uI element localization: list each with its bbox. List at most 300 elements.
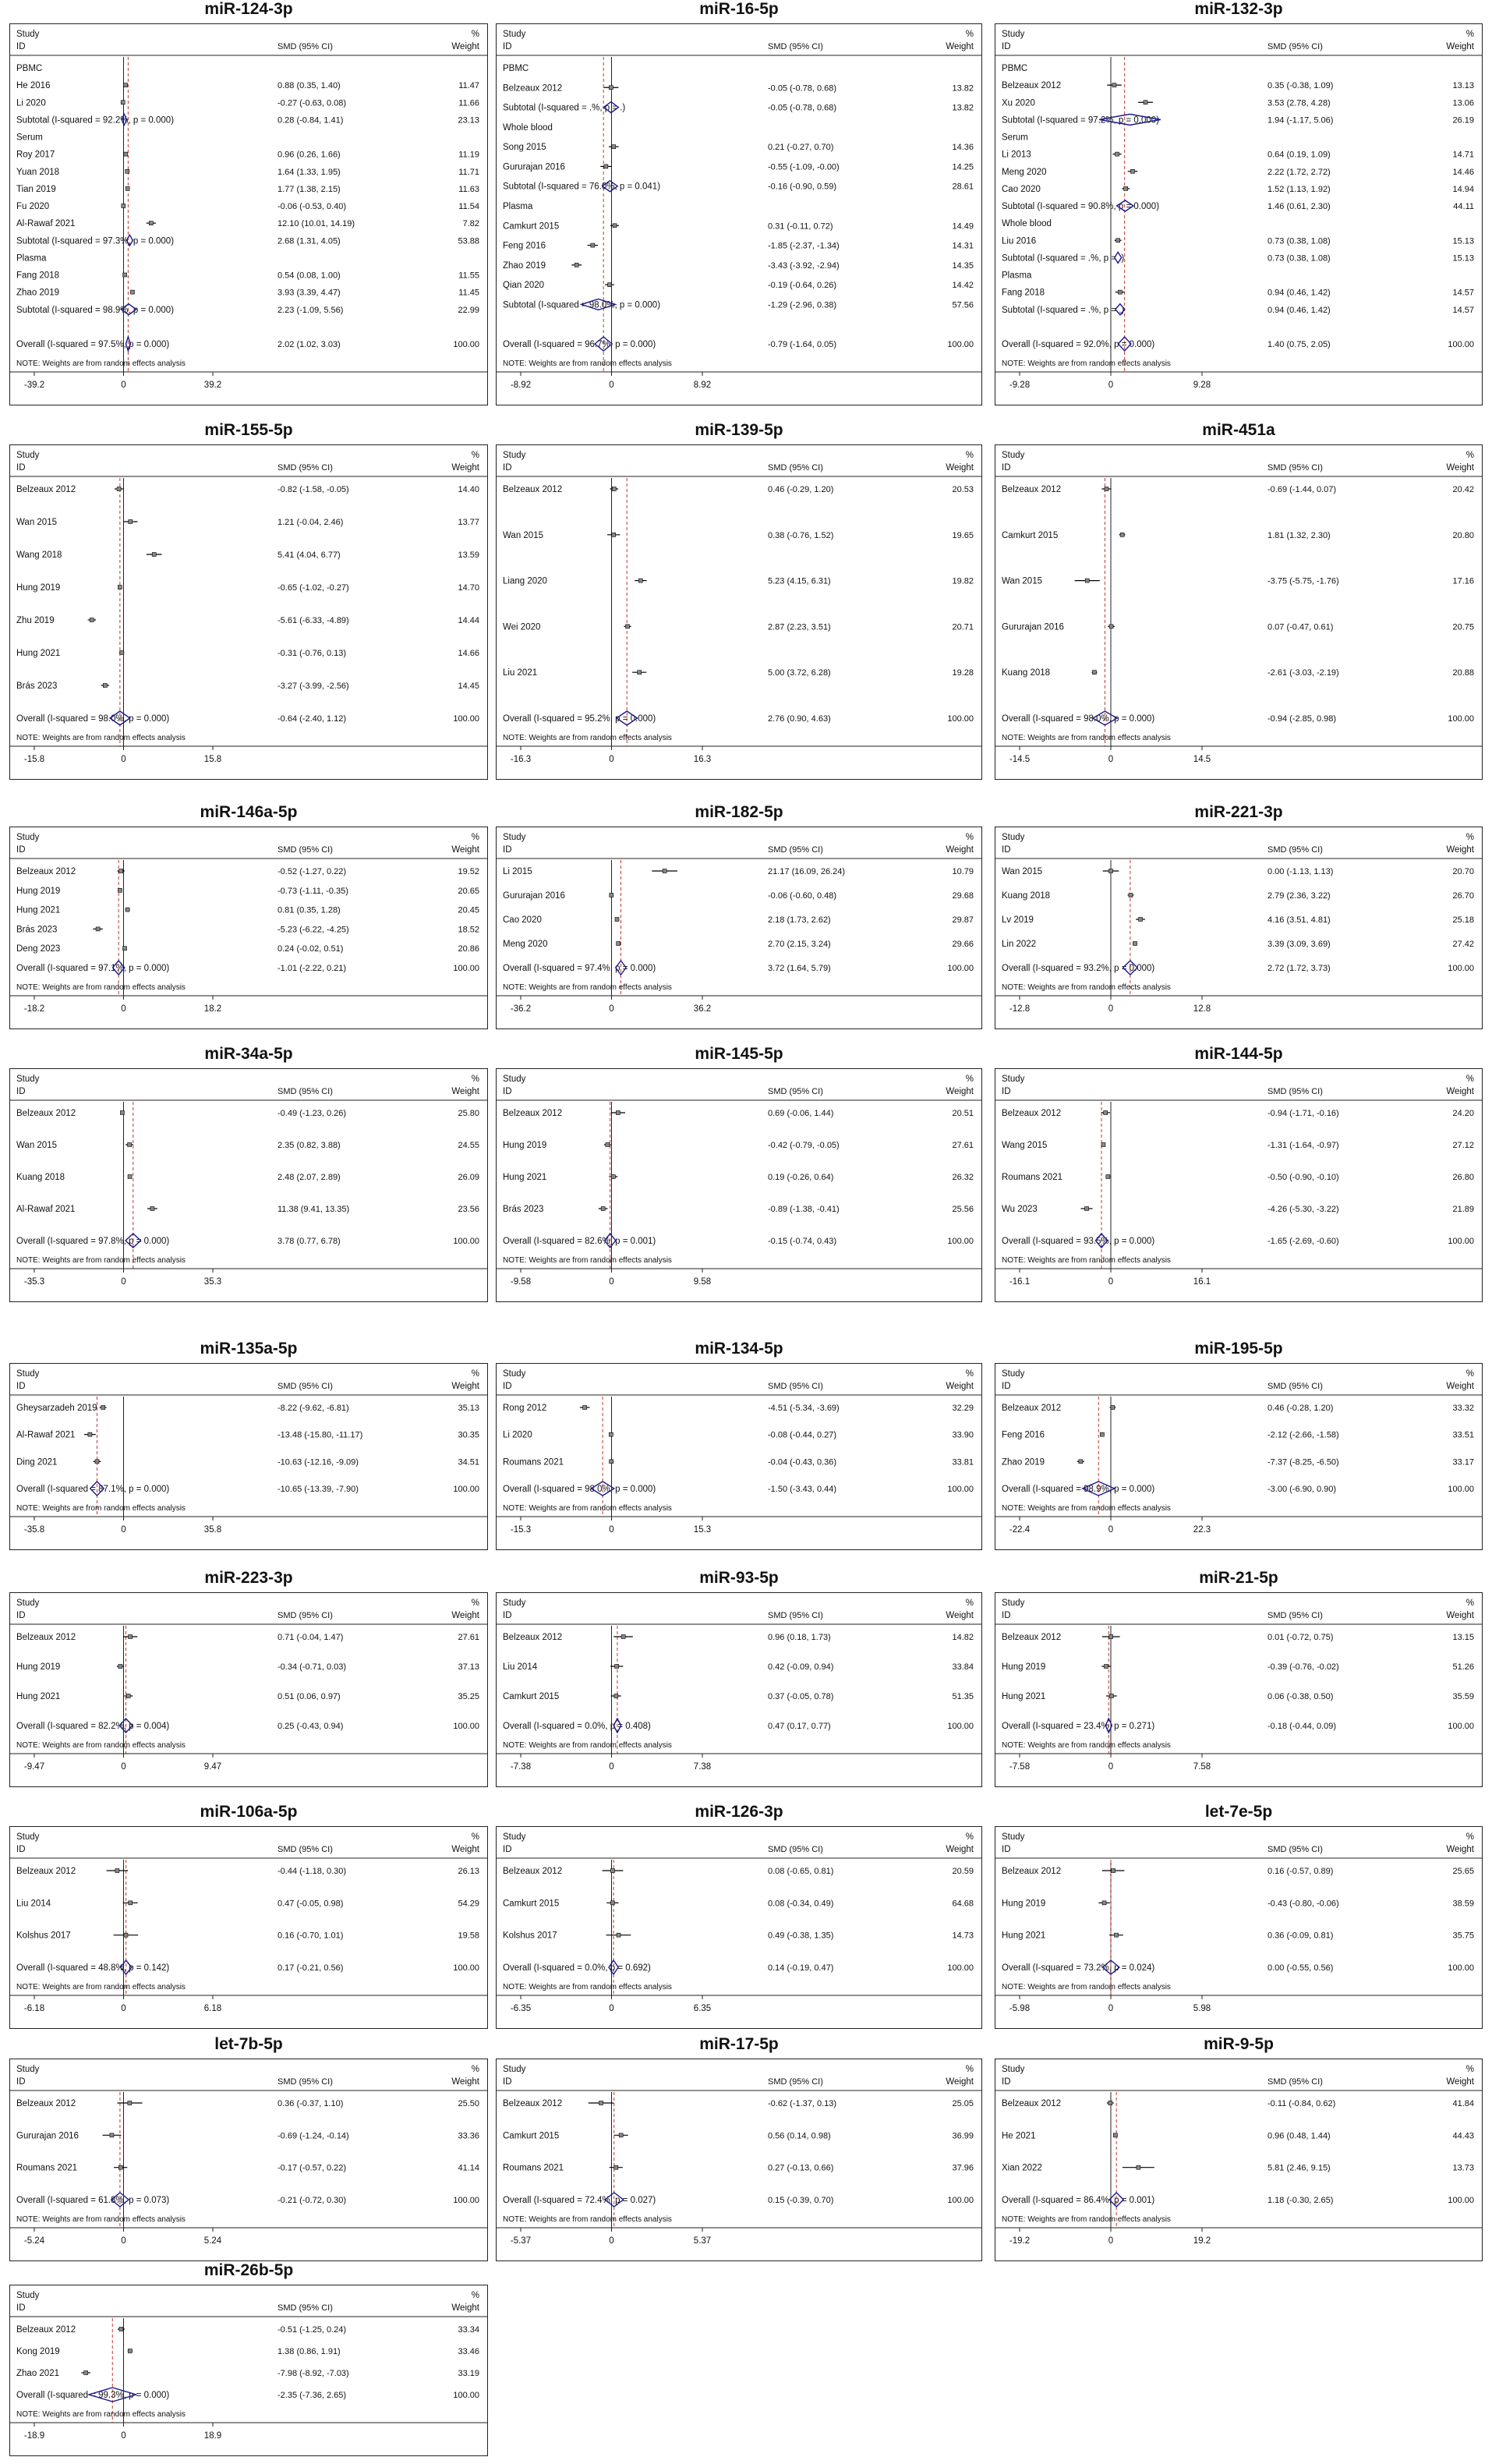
weight-value: 27.12 bbox=[1452, 1141, 1474, 1150]
study-label: Brás 2023 bbox=[503, 1205, 544, 1214]
weights-note: NOTE: Weights are from random effects analysis bbox=[16, 1741, 186, 1750]
study-label: Hung 2021 bbox=[503, 1173, 547, 1182]
weight-value: 53.88 bbox=[458, 236, 479, 246]
overall-label: Overall (I-squared = 98.0%, p = 0.000) bbox=[16, 714, 170, 724]
weight-value: 100.00 bbox=[453, 1963, 479, 1973]
study-label: Belzeaux 2012 bbox=[503, 485, 563, 494]
smd-ci-value: 5.81 (2.46, 9.15) bbox=[1267, 2163, 1331, 2173]
point-estimate bbox=[130, 290, 134, 294]
study-label: Hung 2021 bbox=[16, 905, 61, 915]
panel-title: let-7b-5p bbox=[214, 2035, 283, 2053]
plot-frame bbox=[9, 1068, 488, 1302]
weight-value: 11.47 bbox=[458, 81, 479, 91]
smd-ci-value: 0.36 (-0.37, 1.10) bbox=[278, 2099, 344, 2108]
weight-value: 29.87 bbox=[952, 915, 974, 925]
point-estimate bbox=[1111, 1406, 1115, 1410]
study-label: Brás 2023 bbox=[16, 925, 58, 935]
forest-plot-svg bbox=[10, 827, 487, 1028]
point-estimate bbox=[1109, 869, 1113, 873]
x-tick-label: -36.2 bbox=[510, 1004, 532, 1014]
panel-title: miR-16-5p bbox=[699, 0, 779, 18]
study-label: Ding 2021 bbox=[16, 1457, 58, 1467]
weight-value: 21.89 bbox=[1452, 1205, 1474, 1214]
overall-label: Overall (I-squared = 93.2%, p = 0.000) bbox=[1002, 964, 1155, 973]
weight-value: 33.32 bbox=[1452, 1404, 1474, 1413]
weight-value: 18.52 bbox=[458, 925, 479, 935]
study-label: Roumans 2021 bbox=[16, 2163, 77, 2173]
smd-ci-value: 0.71 (-0.04, 1.47) bbox=[278, 1633, 344, 1642]
x-tick-label: 0 bbox=[121, 2431, 126, 2441]
weight-value: 19.65 bbox=[952, 530, 974, 540]
subtotal-label: Subtotal (I-squared = 92.2%, p = 0.000) bbox=[16, 115, 175, 126]
weight-value: 11.66 bbox=[458, 98, 479, 108]
header-pct: % bbox=[1465, 1598, 1474, 1608]
weight-value: 23.13 bbox=[458, 115, 479, 126]
forest-plot-svg bbox=[497, 2059, 981, 2260]
header-id: ID bbox=[1002, 845, 1011, 855]
weight-value: 26.32 bbox=[952, 1173, 974, 1182]
overall-label: Overall (I-squared = 86.4%, p = 0.001) bbox=[1002, 2196, 1155, 2205]
forest-plot-svg bbox=[497, 1069, 981, 1301]
overall-label: Overall (I-squared = 92.0%, p = 0.000) bbox=[1002, 340, 1155, 349]
x-tick-label: 0 bbox=[609, 2236, 614, 2246]
study-label: Kolshus 2017 bbox=[16, 1931, 71, 1941]
weight-value: 35.13 bbox=[458, 1404, 479, 1413]
x-tick-label: -8.92 bbox=[510, 381, 532, 390]
smd-ci-value: 2.48 (2.07, 2.89) bbox=[278, 1173, 341, 1182]
weight-value: 26.70 bbox=[1452, 891, 1474, 901]
smd-ci-value: 1.94 (-1.17, 5.06) bbox=[1267, 115, 1334, 126]
weights-note: NOTE: Weights are from random effects analysis bbox=[1002, 1504, 1171, 1513]
overall-label: Overall (I-squared = 98.0%, p = 0.000) bbox=[503, 1485, 656, 1494]
header-study: Study bbox=[16, 2291, 40, 2300]
study-label: Fang 2018 bbox=[1002, 288, 1045, 298]
study-label: Belzeaux 2012 bbox=[1002, 2099, 1062, 2108]
x-tick-label: -5.37 bbox=[510, 2236, 532, 2246]
smd-ci-value: 2.22 (1.72, 2.72) bbox=[1267, 167, 1331, 177]
weight-value: 32.29 bbox=[952, 1404, 974, 1413]
smd-ci-value: 0.00 (-1.13, 1.13) bbox=[1267, 867, 1334, 876]
smd-ci-value: 0.38 (-0.76, 1.52) bbox=[768, 530, 834, 540]
point-estimate bbox=[110, 2133, 114, 2137]
plot-frame bbox=[995, 2059, 1483, 2261]
point-estimate bbox=[118, 888, 122, 892]
study-label: Al-Rawaf 2021 bbox=[16, 219, 76, 229]
header-smd: SMD (95% CI) bbox=[1267, 1611, 1323, 1620]
weights-note: NOTE: Weights are from random effects analysis bbox=[16, 1504, 186, 1513]
panel-title: let-7e-5p bbox=[1204, 1803, 1273, 1821]
point-estimate bbox=[1100, 1432, 1104, 1436]
study-label: Kuang 2018 bbox=[1002, 891, 1051, 901]
study-label: Roy 2017 bbox=[16, 150, 55, 160]
plot-frame bbox=[995, 444, 1483, 780]
study-label: Zhu 2019 bbox=[16, 616, 55, 625]
panel-title: miR-135a-5p bbox=[200, 1340, 298, 1358]
study-label: Belzeaux 2012 bbox=[1002, 81, 1062, 91]
weight-value: 51.26 bbox=[1452, 1662, 1474, 1672]
header-weight: Weight bbox=[1446, 463, 1474, 473]
study-label: Wang 2018 bbox=[16, 551, 62, 560]
subtotal-label: Subtotal (I-squared = .%, p = .) bbox=[1002, 305, 1125, 315]
header-study: Study bbox=[1002, 1369, 1025, 1379]
weight-value: 19.58 bbox=[458, 1931, 479, 1941]
plot-frame bbox=[9, 1826, 488, 2029]
study-label: Wang 2015 bbox=[1002, 1141, 1048, 1150]
point-estimate bbox=[118, 586, 122, 589]
point-estimate bbox=[1115, 152, 1119, 156]
forest-panel bbox=[995, 803, 1483, 1029]
x-tick-label: -12.8 bbox=[1009, 1004, 1031, 1014]
x-tick-label: 5.24 bbox=[203, 2236, 222, 2246]
header-id: ID bbox=[16, 2303, 26, 2313]
header-smd: SMD (95% CI) bbox=[278, 1611, 333, 1620]
weight-value: 33.34 bbox=[458, 2325, 479, 2335]
header-pct: % bbox=[1465, 833, 1474, 842]
header-smd: SMD (95% CI) bbox=[278, 2303, 333, 2313]
point-estimate bbox=[610, 1869, 614, 1873]
study-label: Belzeaux 2012 bbox=[503, 83, 563, 94]
weight-value: 100.00 bbox=[1448, 1485, 1474, 1494]
overall-label: Overall (I-squared = 73.2%, p = 0.024) bbox=[1002, 1963, 1155, 1973]
point-estimate bbox=[1124, 186, 1128, 190]
point-estimate bbox=[616, 1111, 620, 1115]
header-smd: SMD (95% CI) bbox=[1267, 845, 1323, 855]
header-id: ID bbox=[1002, 1845, 1011, 1854]
point-estimate bbox=[103, 684, 107, 688]
x-tick-label: 15.3 bbox=[693, 1525, 712, 1535]
point-estimate bbox=[101, 1406, 105, 1410]
smd-ci-value: -0.51 (-1.25, 0.24) bbox=[278, 2325, 347, 2335]
weight-value: 33.46 bbox=[458, 2347, 479, 2356]
point-estimate bbox=[115, 1869, 119, 1873]
header-study: Study bbox=[1002, 1074, 1025, 1084]
forest-panel bbox=[9, 803, 488, 1029]
x-tick-label: -9.47 bbox=[23, 1762, 45, 1772]
weight-value: 24.55 bbox=[458, 1141, 479, 1150]
header-study: Study bbox=[16, 1074, 40, 1084]
study-label: Xian 2022 bbox=[1002, 2163, 1042, 2173]
weight-value: 100.00 bbox=[453, 2391, 479, 2400]
point-estimate bbox=[126, 1694, 130, 1698]
forest-plot-svg bbox=[10, 2285, 487, 2455]
smd-ci-value: -0.05 (-0.78, 0.68) bbox=[768, 103, 837, 113]
plot-frame bbox=[496, 1363, 982, 1550]
header-weight: Weight bbox=[946, 2077, 974, 2087]
weights-note: NOTE: Weights are from random effects analysis bbox=[1002, 1256, 1171, 1265]
header-id: ID bbox=[503, 1382, 512, 1391]
subtotal-label: Subtotal (I-squared = 97.3%, p = 0.000) bbox=[16, 236, 175, 246]
point-estimate bbox=[118, 1665, 122, 1669]
header-pct: % bbox=[1465, 30, 1474, 39]
plot-frame bbox=[995, 1363, 1483, 1550]
point-estimate bbox=[128, 1143, 132, 1147]
weight-value: 7.82 bbox=[462, 219, 479, 229]
point-estimate bbox=[123, 273, 127, 277]
weight-value: 20.51 bbox=[952, 1109, 974, 1118]
study-label: Cao 2020 bbox=[503, 915, 542, 925]
point-estimate bbox=[591, 243, 595, 247]
x-tick-label: -16.1 bbox=[1009, 1277, 1031, 1287]
point-estimate bbox=[621, 1635, 625, 1639]
point-estimate bbox=[1130, 169, 1134, 173]
header-smd: SMD (95% CI) bbox=[768, 1611, 823, 1620]
weights-note: NOTE: Weights are from random effects analysis bbox=[16, 1983, 186, 1991]
smd-ci-value: 0.16 (-0.57, 0.89) bbox=[1267, 1867, 1334, 1876]
overall-label: Overall (I-squared = 82.6%, p = 0.001) bbox=[503, 1237, 656, 1246]
point-estimate bbox=[638, 671, 642, 674]
weights-note: NOTE: Weights are from random effects analysis bbox=[503, 359, 672, 368]
study-label: Camkurt 2015 bbox=[503, 1692, 560, 1701]
point-estimate bbox=[601, 1207, 605, 1211]
study-label: Wan 2015 bbox=[16, 518, 57, 527]
point-estimate bbox=[1120, 533, 1124, 536]
smd-ci-value: -0.17 (-0.57, 0.22) bbox=[278, 2163, 347, 2173]
forest-plot-svg bbox=[497, 1593, 981, 1786]
weight-value: 100.00 bbox=[1448, 714, 1474, 724]
study-label: Belzeaux 2012 bbox=[1002, 1109, 1062, 1118]
study-label: Hung 2019 bbox=[1002, 1899, 1046, 1909]
x-tick-label: 6.18 bbox=[203, 2004, 222, 2013]
smd-ci-value: -4.26 (-5.30, -3.22) bbox=[1267, 1205, 1339, 1214]
point-estimate bbox=[90, 618, 94, 622]
study-label: Hung 2021 bbox=[1002, 1692, 1046, 1701]
smd-ci-value: 0.96 (0.48, 1.44) bbox=[1267, 2131, 1331, 2141]
weights-note: NOTE: Weights are from random effects analysis bbox=[503, 1256, 672, 1265]
weight-value: 14.66 bbox=[458, 649, 479, 658]
weight-value: 100.00 bbox=[1448, 1963, 1474, 1973]
x-tick-label: 0 bbox=[1108, 2236, 1114, 2246]
weight-value: 64.68 bbox=[952, 1899, 974, 1909]
x-tick-label: 6.35 bbox=[693, 2004, 712, 2013]
point-estimate bbox=[152, 553, 156, 557]
overall-label: Overall (I-squared = 72.4%, p = 0.027) bbox=[503, 2196, 656, 2205]
smd-ci-value: 2.87 (2.23, 3.51) bbox=[768, 622, 831, 632]
weight-value: 41.14 bbox=[458, 2163, 479, 2173]
header-study: Study bbox=[1002, 30, 1025, 39]
x-tick-label: 0 bbox=[609, 1525, 614, 1535]
forest-panel bbox=[995, 2035, 1483, 2261]
x-tick-label: 35.3 bbox=[203, 1277, 222, 1287]
x-tick-label: 0 bbox=[609, 755, 614, 764]
plot-frame bbox=[496, 23, 982, 405]
header-pct: % bbox=[1465, 1074, 1474, 1084]
weight-value: 15.13 bbox=[1452, 236, 1474, 246]
x-tick-label: 0 bbox=[1108, 755, 1114, 764]
study-label: Kolshus 2017 bbox=[503, 1931, 557, 1941]
smd-ci-value: -0.94 (-2.85, 0.98) bbox=[1267, 714, 1337, 724]
point-estimate bbox=[126, 908, 129, 912]
smd-ci-value: -0.89 (-1.38, -0.41) bbox=[768, 1205, 840, 1214]
header-smd: SMD (95% CI) bbox=[768, 1087, 823, 1096]
weight-value: 27.61 bbox=[952, 1141, 974, 1150]
study-label: Gheysarzadeh 2019 bbox=[16, 1404, 97, 1413]
plot-frame bbox=[995, 1826, 1483, 2029]
header-pct: % bbox=[471, 1369, 479, 1379]
subgroup-label: PBMC bbox=[16, 64, 43, 73]
point-estimate bbox=[604, 165, 608, 168]
header-pct: % bbox=[471, 1074, 479, 1084]
weight-value: 30.35 bbox=[458, 1430, 479, 1440]
weight-value: 13.13 bbox=[1452, 81, 1474, 91]
smd-ci-value: -0.04 (-0.43, 0.36) bbox=[768, 1457, 837, 1467]
point-estimate bbox=[614, 1694, 618, 1698]
weight-value: 14.94 bbox=[1452, 184, 1474, 194]
weight-value: 29.68 bbox=[952, 891, 974, 901]
smd-ci-value: 1.40 (0.75, 2.05) bbox=[1267, 340, 1331, 349]
header-id: ID bbox=[16, 42, 26, 51]
x-tick-label: 5.98 bbox=[1193, 2004, 1211, 2013]
header-smd: SMD (95% CI) bbox=[1267, 1382, 1323, 1391]
study-label: Al-Rawaf 2021 bbox=[16, 1430, 76, 1440]
plot-frame bbox=[9, 2059, 488, 2261]
weights-note: NOTE: Weights are from random effects analysis bbox=[16, 2410, 186, 2419]
header-study: Study bbox=[1002, 451, 1025, 460]
overall-label: Overall (I-squared = 96.7%, p = 0.000) bbox=[503, 340, 656, 349]
weights-note: NOTE: Weights are from random effects analysis bbox=[1002, 359, 1171, 368]
study-label: Qian 2020 bbox=[503, 281, 545, 291]
header-pct: % bbox=[471, 2065, 479, 2074]
study-label: Hung 2019 bbox=[1002, 1662, 1046, 1672]
point-estimate bbox=[611, 1175, 615, 1179]
smd-ci-value: -0.06 (-0.60, 0.48) bbox=[768, 891, 837, 901]
header-id: ID bbox=[1002, 463, 1011, 473]
weight-value: 33.51 bbox=[1452, 1430, 1474, 1440]
point-estimate bbox=[663, 869, 666, 873]
point-estimate bbox=[1129, 894, 1133, 897]
weight-value: 100.00 bbox=[1448, 340, 1474, 349]
weights-note: NOTE: Weights are from random effects analysis bbox=[16, 2215, 186, 2224]
study-label: Belzeaux 2012 bbox=[1002, 1404, 1062, 1413]
study-label: Belzeaux 2012 bbox=[1002, 1633, 1062, 1642]
smd-ci-value: 0.06 (-0.38, 0.50) bbox=[1267, 1692, 1334, 1701]
smd-ci-value: 1.38 (0.86, 1.91) bbox=[278, 2347, 341, 2356]
smd-ci-value: 0.88 (0.35, 1.40) bbox=[278, 81, 341, 91]
header-study: Study bbox=[16, 451, 40, 460]
header-weight: Weight bbox=[946, 1087, 974, 1096]
header-pct: % bbox=[471, 1598, 479, 1608]
weight-value: 20.86 bbox=[458, 944, 479, 954]
header-pct: % bbox=[965, 1074, 974, 1084]
weight-value: 14.82 bbox=[952, 1633, 974, 1642]
smd-ci-value: -0.73 (-1.11, -0.35) bbox=[278, 886, 348, 896]
forest-plot-svg bbox=[995, 1364, 1482, 1549]
x-tick-label: 16.3 bbox=[693, 755, 712, 764]
smd-ci-value: 1.18 (-0.30, 2.65) bbox=[1267, 2196, 1334, 2205]
weight-value: 100.00 bbox=[1448, 2196, 1474, 2205]
smd-ci-value: -0.94 (-1.71, -0.16) bbox=[1267, 1109, 1339, 1118]
x-tick-label: 0 bbox=[609, 1277, 614, 1287]
x-tick-label: 22.3 bbox=[1193, 1525, 1211, 1535]
forest-plot-svg bbox=[10, 2059, 487, 2260]
study-label: Wan 2015 bbox=[1002, 576, 1042, 586]
x-tick-label: 14.5 bbox=[1193, 755, 1211, 764]
weight-value: 33.36 bbox=[458, 2131, 479, 2141]
x-tick-label: -7.38 bbox=[510, 1762, 532, 1772]
forest-panel bbox=[496, 1803, 982, 2029]
header-pct: % bbox=[965, 1369, 974, 1379]
smd-ci-value: -0.18 (-0.44, 0.09) bbox=[1267, 1722, 1337, 1731]
smd-ci-value: -10.63 (-12.16, -9.09) bbox=[278, 1457, 359, 1467]
weight-value: 11.71 bbox=[458, 167, 479, 177]
point-estimate bbox=[120, 1111, 124, 1115]
forest-panel bbox=[496, 1569, 982, 1787]
header-study: Study bbox=[16, 2065, 40, 2074]
smd-ci-value: 0.94 (0.46, 1.42) bbox=[1267, 305, 1331, 315]
subgroup-label: Whole blood bbox=[503, 122, 553, 133]
header-weight: Weight bbox=[451, 463, 479, 473]
smd-ci-value: 0.37 (-0.05, 0.78) bbox=[768, 1692, 834, 1701]
point-estimate bbox=[609, 86, 613, 90]
smd-ci-value: 0.27 (-0.13, 0.66) bbox=[768, 2163, 834, 2173]
smd-ci-value: 0.47 (-0.05, 0.98) bbox=[278, 1899, 344, 1909]
weight-value: 24.20 bbox=[1452, 1109, 1474, 1118]
weight-value: 14.40 bbox=[458, 485, 479, 494]
panel-title: miR-17-5p bbox=[699, 2035, 779, 2053]
header-pct: % bbox=[471, 2291, 479, 2300]
point-estimate bbox=[617, 1933, 620, 1937]
forest-plot-svg bbox=[497, 1827, 981, 2028]
point-estimate bbox=[124, 83, 128, 87]
smd-ci-value: 1.81 (1.32, 2.30) bbox=[1267, 530, 1331, 540]
point-estimate bbox=[150, 1207, 154, 1211]
header-pct: % bbox=[471, 451, 479, 460]
x-tick-label: -6.18 bbox=[23, 2004, 45, 2013]
weight-value: 20.45 bbox=[458, 905, 479, 915]
point-estimate bbox=[1144, 101, 1147, 104]
weight-value: 13.82 bbox=[952, 103, 974, 113]
header-study: Study bbox=[503, 1832, 526, 1842]
point-estimate bbox=[129, 1635, 133, 1639]
smd-ci-value: 0.25 (-0.43, 0.94) bbox=[278, 1722, 344, 1731]
x-tick-label: 7.58 bbox=[1193, 1762, 1211, 1772]
study-label: Wan 2015 bbox=[16, 1141, 57, 1150]
study-label: Hung 2019 bbox=[16, 1662, 61, 1672]
weight-value: 10.79 bbox=[952, 867, 974, 876]
weight-value: 100.00 bbox=[453, 1485, 479, 1494]
plot-frame bbox=[9, 827, 488, 1029]
smd-ci-value: -3.43 (-3.92, -2.94) bbox=[768, 260, 840, 271]
header-study: Study bbox=[503, 30, 526, 39]
study-label: Lv 2019 bbox=[1002, 915, 1034, 925]
plot-frame bbox=[496, 444, 982, 780]
header-smd: SMD (95% CI) bbox=[1267, 1845, 1323, 1854]
smd-ci-value: 21.17 (16.09, 26.24) bbox=[768, 867, 846, 876]
plot-frame bbox=[9, 2285, 488, 2456]
header-study: Study bbox=[503, 1369, 526, 1379]
x-tick-label: 9.28 bbox=[1193, 381, 1211, 390]
x-tick-label: 0 bbox=[121, 2236, 126, 2246]
subgroup-label: PBMC bbox=[1002, 64, 1028, 73]
smd-ci-value: -1.85 (-2.37, -1.34) bbox=[768, 241, 840, 251]
header-weight: Weight bbox=[1446, 1611, 1474, 1620]
smd-ci-value: 0.08 (-0.65, 0.81) bbox=[768, 1867, 834, 1876]
point-estimate bbox=[615, 918, 619, 922]
x-tick-label: 0 bbox=[121, 1004, 126, 1014]
study-label: Wei 2020 bbox=[503, 622, 541, 632]
plot-frame bbox=[9, 1592, 488, 1787]
point-estimate bbox=[126, 186, 129, 190]
study-label: Wan 2015 bbox=[503, 530, 543, 540]
x-tick-label: 35.8 bbox=[203, 1525, 222, 1535]
header-pct: % bbox=[965, 2065, 974, 2074]
subgroup-label: Serum bbox=[16, 133, 43, 143]
study-label: Fu 2020 bbox=[16, 202, 50, 211]
point-estimate bbox=[129, 1901, 133, 1905]
weight-value: 11.19 bbox=[458, 150, 479, 160]
study-label: Lin 2022 bbox=[1002, 940, 1037, 949]
header-pct: % bbox=[965, 833, 974, 842]
forest-plot-svg bbox=[995, 1593, 1482, 1786]
